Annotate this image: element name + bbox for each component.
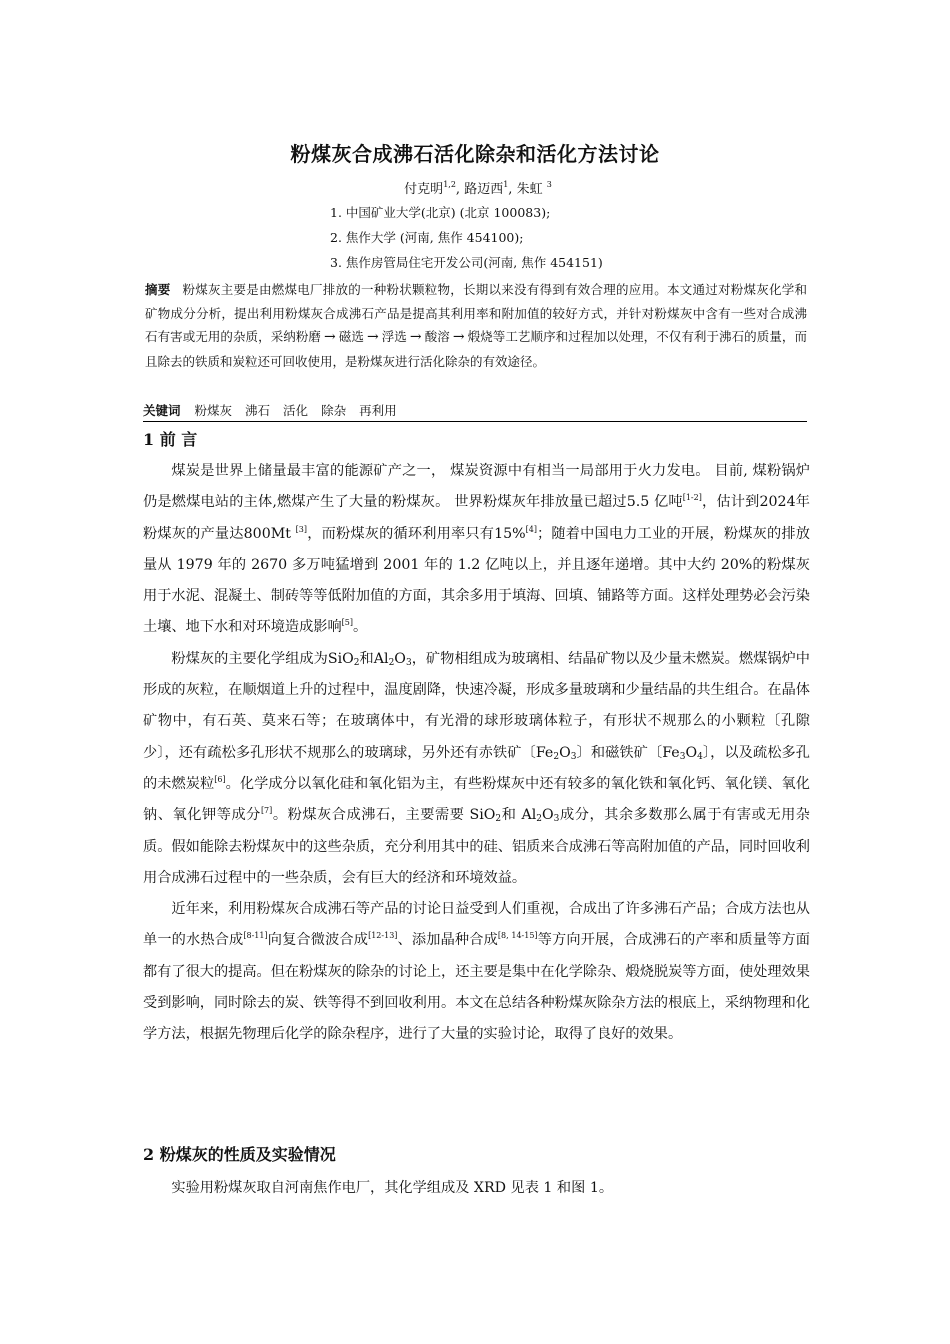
process-step: 磁选 [338,329,364,344]
process-arrow: → [409,329,422,345]
citation: [3] [295,524,307,534]
author-affiliation-mark: 1,2 [443,180,456,189]
citation: [6] [214,774,226,784]
citation: [5] [341,618,353,628]
affiliation: 3. 焦作房管局住宅开发公司(河南, 焦作 454151) [330,255,603,270]
section-heading: 1 前 言 [143,430,198,449]
abstract-label: 摘要 [145,282,171,297]
process-arrow: → [366,329,379,345]
citation: [8, 14-15] [497,931,538,941]
process-step: 酸溶 [424,329,450,344]
citation: [1-2] [682,493,702,503]
abstract-text: 粉煤灰主要是由燃煤电厂排放的一种粉状颗粒物，长期以来没有得到有效合理的应用。本文通过对粉煤灰化学和矿物成分分析，提出利用粉煤灰合成沸石产品是提高其利用率和附加值的较好方式，并针对粉煤灰中含有一些对合成沸石有害或无用的杂质，采纳粉磨 [145,282,807,344]
process-arrow: → [452,329,465,345]
section-body [143,456,810,1051]
process-arrow: → [323,329,336,345]
paper-title: 粉煤灰合成沸石活化除杂和活化方法讨论 [290,142,660,166]
citation: [4] [525,524,537,534]
citation: [12-13] [368,931,398,941]
section-body [143,1173,810,1204]
author-name: 付克明 [404,182,444,197]
citation: [7] [260,806,273,816]
author-affiliation-mark: 1 [503,180,509,189]
keyword: 除杂 [321,403,347,418]
keywords-label: 关键词 [143,403,181,418]
abstract [145,278,807,373]
author-affiliation-mark: 3 [546,180,552,189]
paragraph: 煤炭是世界上储量最丰富的能源矿产之一， 煤炭资源中有相当一局部用于火力发电。 目前, 煤粉锅炉仍是燃煤电站的主体,燃煤产生了大量的粉煤灰。 世界粉煤灰年排放量已超过5.5 亿吨[1-2]，估计到2024年粉煤灰的产量达800Mt [3]，而粉煤灰的循环利用率只有15%[4]；随着中国电力工业的开展，粉煤灰的排放量从 1979 年的 2670 多万吨猛增到 2001 年的 1.2 亿吨以上，并且逐年递增。其中大约 20%的粉煤灰用于水泥、混凝土、制砖等等低附加值的方面，其余多用于填海、回填、铺路等方面。这样处理势必会污染土壤、地下水和对环境造成影响[5]。 [143,463,810,636]
paragraph: 实验用粉煤灰取自河南焦作电厂，其化学组成及 XRD 见表 1 和图 1。 [171,1180,614,1196]
keyword: 粉煤灰 [194,403,233,418]
paragraph: 近年来，利用粉煤灰合成沸石等产品的讨论日益受到人们重视，合成出了许多沸石产品；合成方法也从单一的水热合成[8-11]向复合微波合成[12-13]、添加晶种合成[8, 14-15]等方向开展，合成沸石的产率和质量等方面都有了很大的提高。但在粉煤灰的除杂的讨论上，还主要是集中在化学除杂、煅烧脱炭等方面，使处理效果受到影响，同时除去的炭、铁等得不到回收利用。本文在总结各种粉煤灰除杂方法的根底上，采纳物理和化学方法，根据先物理后化学的除杂程序，进行了大量的实验讨论，取得了良好的效果。 [143,901,810,1043]
citation: [8-11] [243,931,268,941]
keyword: 沸石 [245,403,271,418]
keywords [143,401,807,422]
process-step: 浮选 [381,329,407,344]
affiliation: 2. 焦作大学 (河南, 焦作 454100); [330,230,524,245]
keyword: 再利用 [359,403,397,418]
keyword: 活化 [283,403,309,418]
author-list: 付克明$^{1,2}$, 路迈西$^1$, 朱虹 $^3$ [404,180,552,197]
abstract-text: 煅烧等工艺顺序和过程加以处理，不仅有利于沸石的质量，而且除去的铁质和炭粒还可回收使用，是粉煤灰进行活化除杂的有效途径。 [145,329,807,369]
section-heading: 2 粉煤灰的性质及实验情况 [143,1145,336,1164]
author-name: 朱虹 [516,182,543,197]
paragraph: 粉煤灰的主要化学组成为SiO$_2$和$Al_2O_3$，矿物相组成为玻璃相、结晶矿物以及少量未燃炭。燃煤锅炉中形成的灰粒，在顺烟道上升的过程中，温度剧降，快速冷凝，形成多量玻璃和少量结晶的共生组合。在晶体矿物中，有石英、莫来石等；在玻璃体中，有光滑的球形玻璃体粒子，有形状不规那么的小颗粒〔孔隙少〕，还有疏松多孔形状不规那么的玻璃球，另外还有赤铁矿〔$Fe_2O_3$〕和磁铁矿〔$Fe_3O_4$〕，以及疏松多孔的未燃炭粒[6]。化学成分以氧化硅和氧化铝为主，有些粉煤灰中还有较多的氧化铁和氧化钙、氧化镁、氧化钠、氧化钾等成分[7]。粉煤灰合成沸石，主要需要 SiO$_2$和 $Al_2O_3$成分，其余多数那么属于有害或无用杂质。假如能除去粉煤灰中的这些杂质，充分利用其中的硅、铝质来合成沸石等高附加值的产品，同时回收利用合成沸石过程中的一些杂质，会有巨大的经济和环境效益。 [143,650,810,886]
author-name: 路迈西 [464,182,504,197]
affiliation: 1. 中国矿业大学(北京) (北京 100083); [330,205,551,220]
